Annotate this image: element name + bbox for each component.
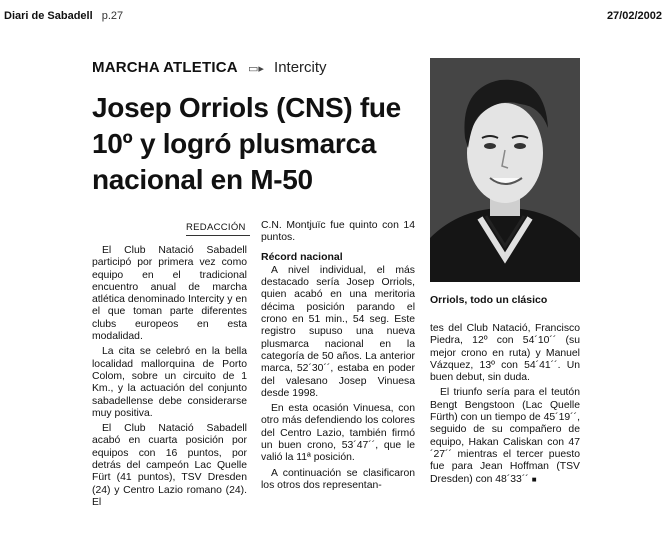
paragraph: tes del Club Natació, Francisco Piedra, 12º con 54´10´´ (su mejor crono en ruta) y Manuel Vázquez, 13º con 54´41´´. Un buen debut, sin duda. — [430, 323, 580, 384]
arrow-right-icon: ▭▸ — [247, 63, 264, 75]
article-column-1 — [92, 245, 247, 512]
article-column-3 — [430, 323, 580, 489]
paragraph: El Club Natació Sabadell participó por primera vez como equipo en el tradicional encuentro anual de marcha atlética denominado Intercity y en el que toman parte diferentes clubs europeos en esta modalidad. — [92, 245, 247, 343]
section-main: MARCHA ATLETICA — [92, 59, 238, 76]
byline: REDACCIÓN — [186, 222, 246, 233]
publication-date: 27/02/2002 — [606, 10, 662, 22]
article-column-2 — [261, 220, 415, 495]
paragraph: A nivel individual, el más destacado sería Josep Orriols, quien acabó en una meritoria décima posición parando el crono en 51 min., 54 seg. Este registro supuso una nueva plusmarca nacional en la categoría de 50 años. La anterior marca, 52´30´´, estaba en poder del valesano Josep Vinuesa desde 1998. — [261, 264, 415, 399]
paragraph — [430, 387, 580, 485]
paragraph-text: El triunfo sería para el teutón Bengt Bengstoon (Lac Quelle Fürth) con un tiempo de 45´19´´, seguido de su compañero de equipo, Hakan Caliskan con 47´27´´ mientras el tercer puesto fue para Jean Hoffman (TSV Dresden) con 48´33´´ — [430, 387, 580, 485]
paragraph: En esta ocasión Vinuesa, con otro más defendiendo los colores del Centro Lazio, también firmó un buen crono, 53´47´´, que le valió la 11ª posición. — [261, 403, 415, 464]
section-sub: Intercity — [274, 59, 327, 76]
end-mark-icon: ■ — [531, 474, 537, 484]
page-number: p.27 — [101, 10, 124, 22]
byline-divider — [186, 235, 250, 236]
headline: Josep Orriols (CNS) fue 10º y logró plusmarca nacional en M-50 — [92, 92, 401, 195]
paragraph: A continuación se clasificaron los otros dos representan- — [261, 467, 415, 491]
portrait-photo — [430, 58, 580, 282]
paragraph: El Club Natació Sabadell acabó en cuarta posición por equipos con 16 puntos, por detrás del campeón Lac Quelle Fürt (41 puntos), TSV Dresden (24) y Centro Lazio romano (24). El — [92, 423, 247, 508]
publication-name: Diari de Sabadell — [4, 10, 93, 22]
portrait-image — [430, 58, 580, 282]
section-label — [92, 59, 327, 76]
paragraph: La cita se celebró en la bella localidad mallorquina de Porto Colom, sobre un circuito de 1 Km., y la actuación del conjunto sabadellense debe considerarse muy positiva. — [92, 346, 247, 419]
photo-caption: Orriols, todo un clásico — [430, 294, 548, 306]
publication-header — [4, 10, 123, 22]
paragraph: C.N. Montjuïc fue quinto con 14 puntos. — [261, 220, 415, 244]
subheading: Récord nacional — [261, 250, 343, 263]
